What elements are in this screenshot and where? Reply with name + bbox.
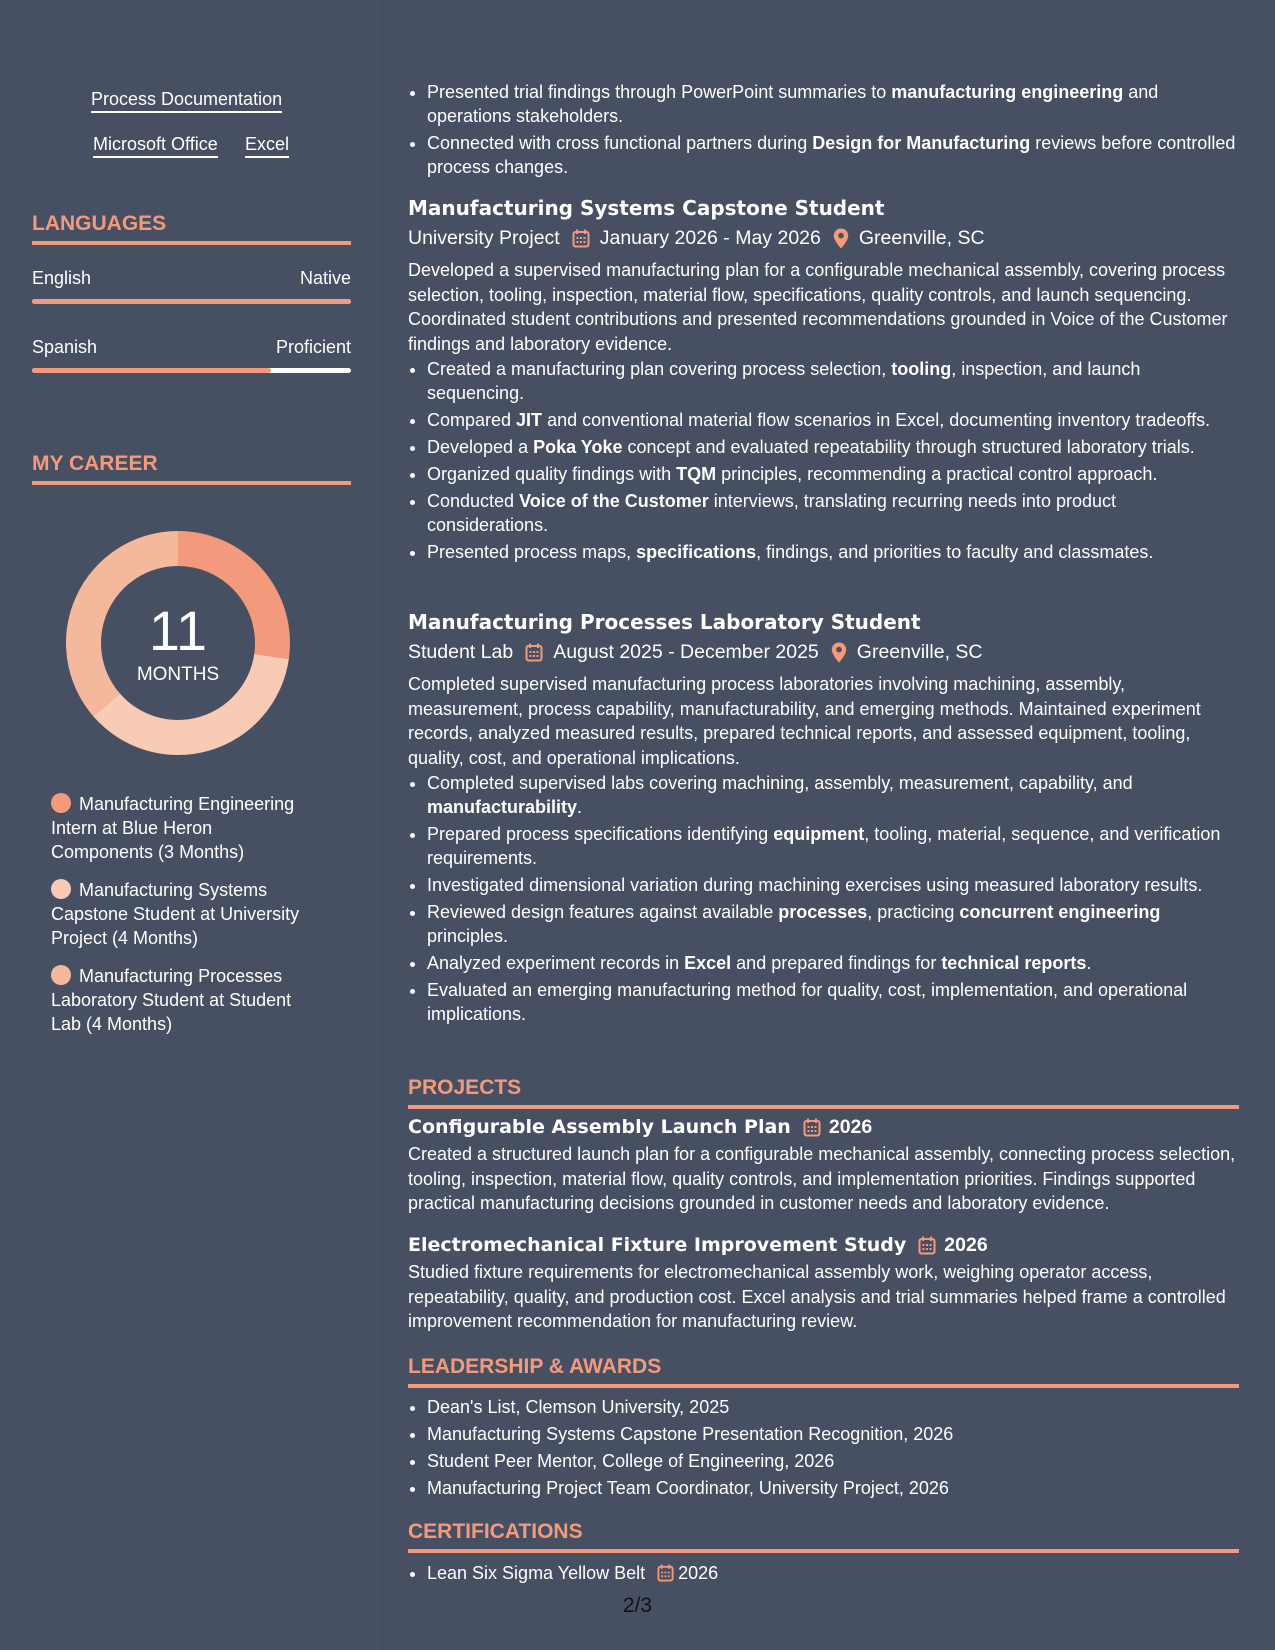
list-item: • Presented trial findings through PowerPoint summaries to manufacturing engineering and operations stakeholders. — [427, 80, 1239, 128]
job-title: Manufacturing Systems Capstone Student — [408, 196, 885, 220]
career-legend-text: Manufacturing Engineering Intern at Blue Heron Components (3 Months) — [51, 794, 295, 862]
job-dates: August 2025 - December 2025 — [553, 641, 819, 663]
career-legend-item — [51, 792, 311, 864]
list-item: • Completed supervised labs covering machining, assembly, measurement, capability, and manufacturability. — [427, 771, 1239, 819]
list-item: • Compared JIT and conventional material flow scenarios in Excel, documenting inventory tradeoffs. — [427, 408, 1239, 432]
project-description: Created a structured launch plan for a configurable mechanical assembly, connecting process selection, tooling, inspection, material flow, quality controls, and implementation priorities. Findings supported practical manufacturing decisions grounded in customer needs and laboratory evidence. — [408, 1144, 1236, 1213]
project-title: Electromechanical Fixture Improvement Study — [408, 1234, 907, 1256]
list-item: • Prepared process specifications identifying equipment, tooling, material, sequence, and verification requirements. — [427, 822, 1239, 870]
job-bullets — [408, 771, 1239, 1026]
job-meta — [408, 638, 1239, 666]
legend-dot-icon — [51, 965, 71, 985]
legend-dot-icon — [51, 879, 71, 899]
career-legend-text: Manufacturing Systems Capstone Student at University Project (4 Months) — [51, 880, 300, 948]
list-item: • Presented process maps, specifications, findings, and priorities to faculty and classmates. — [427, 540, 1239, 564]
list-item: • Student Peer Mentor, College of Engineering, 2026 — [427, 1449, 1239, 1473]
list-item: • Reviewed design features against available processes, practicing concurrent engineering principles. — [427, 900, 1239, 948]
column-divider — [382, 0, 383, 1650]
job-summary: Developed a supervised manufacturing plan for a configurable mechanical assembly, covering process selection, tooling, inspection, material flow, specifications, quality controls, and launch sequencing. Coordinated student contributions and presented recommendations grounded in Voice of the Customer findings and laboratory evidence. — [408, 260, 1228, 354]
language-bar-fill — [32, 368, 271, 373]
job-entry — [408, 608, 1239, 1029]
page-number: 2/3 — [622, 1594, 653, 1617]
list-item: • Organized quality findings with TQM principles, recommending a practical control approach. — [427, 462, 1239, 486]
language-row — [32, 268, 351, 294]
project-title: Configurable Assembly Launch Plan — [408, 1116, 791, 1138]
certification-year: 2026 — [678, 1563, 719, 1583]
list-item: • Conducted Voice of the Customer interviews, translating recurring needs into product considerations. — [427, 489, 1239, 537]
language-bar-fill — [32, 299, 351, 304]
job-location: Greenville, SC — [856, 641, 983, 663]
job-org: University Project — [408, 227, 560, 249]
language-bar — [32, 368, 351, 373]
calendar-icon — [803, 1118, 821, 1137]
career-heading: MY CAREER — [32, 451, 351, 485]
job-dates: January 2026 - May 2026 — [599, 227, 821, 249]
location-pin-icon — [831, 642, 847, 663]
language-name: Spanish — [32, 337, 98, 357]
certifications-heading: CERTIFICATIONS — [408, 1519, 1239, 1553]
career-legend-item — [51, 878, 311, 950]
career-legend-item — [51, 964, 311, 1036]
job-title: Manufacturing Processes Laboratory Student — [408, 610, 921, 634]
certifications-list — [408, 1561, 1239, 1591]
legend-dot-icon — [51, 793, 71, 813]
language-level: Proficient — [275, 337, 351, 357]
certification-name: Lean Six Sigma Yellow Belt — [427, 1563, 646, 1583]
list-item — [427, 1561, 1239, 1588]
language-bar — [32, 299, 351, 304]
awards-heading: LEADERSHIP & AWARDS — [408, 1354, 1239, 1388]
awards-list — [408, 1395, 1239, 1503]
list-item: • Developed a Poka Yoke concept and evaluated repeatability through structured laboratory trials. — [427, 435, 1239, 459]
calendar-icon — [525, 643, 543, 662]
list-item: • Dean's List, Clemson University, 2025 — [427, 1395, 1239, 1419]
career-total-unit: MONTHS — [136, 664, 220, 685]
list-item: • Investigated dimensional variation during machining exercises using measured laboratory results. — [427, 873, 1239, 897]
languages-heading: LANGUAGES — [32, 211, 351, 245]
skill-tag: Excel — [245, 133, 289, 158]
career-total-months: 11 — [148, 599, 208, 662]
project-title-row — [408, 1231, 1239, 1259]
language-level: Native — [299, 268, 351, 288]
list-item: • Manufacturing Project Team Coordinator, University Project, 2026 — [427, 1476, 1239, 1500]
list-item: • Evaluated an emerging manufacturing method for quality, cost, implementation, and operational implications. — [427, 978, 1239, 1026]
job-entry — [408, 194, 1239, 567]
project-entry — [408, 1231, 1239, 1334]
calendar-icon — [572, 229, 590, 248]
job-location: Greenville, SC — [858, 227, 985, 249]
project-description: Studied fixture requirements for electromechanical assembly work, weighing operator access, repeatability, quality, and production cost. Excel analysis and trial summaries helped frame a controlled improvement recommendation for manufacturing review. — [408, 1262, 1226, 1331]
project-entry — [408, 1113, 1239, 1216]
list-item: • Created a manufacturing plan covering process selection, tooling, inspection, and launch sequencing. — [427, 357, 1239, 405]
job-summary: Completed supervised manufacturing process laboratories involving machining, assembly, measurement, process capability, manufacturability, and emerging methods. Maintained experiment records, analyzed measured results, prepared technical reports, and assessed equipment, tooling, quality, cost, and operational implications. — [408, 674, 1201, 768]
calendar-icon — [657, 1564, 674, 1588]
list-item: • Manufacturing Systems Capstone Presentation Recognition, 2026 — [427, 1422, 1239, 1446]
skill-tag: Microsoft Office — [93, 133, 218, 158]
project-title-row — [408, 1113, 1239, 1141]
language-row — [32, 337, 351, 363]
list-item: • Connected with cross functional partners during Design for Manufacturing reviews before controlled process changes. — [427, 131, 1239, 179]
project-year: 2026 — [944, 1234, 988, 1256]
career-legend-text: Manufacturing Processes Laboratory Student at Student Lab (4 Months) — [51, 966, 292, 1034]
job-org: Student Lab — [408, 641, 514, 663]
projects-heading: PROJECTS — [408, 1075, 1239, 1109]
skill-tag: Process Documentation — [91, 88, 282, 113]
job-bullets — [408, 357, 1239, 564]
job-meta — [408, 224, 1239, 252]
language-name: English — [32, 268, 92, 288]
location-pin-icon — [833, 228, 849, 249]
calendar-icon — [918, 1236, 936, 1255]
list-item: • Analyzed experiment records in Excel and prepared findings for technical reports. — [427, 951, 1239, 975]
intro-bullets — [408, 80, 1239, 182]
project-year: 2026 — [828, 1116, 873, 1138]
